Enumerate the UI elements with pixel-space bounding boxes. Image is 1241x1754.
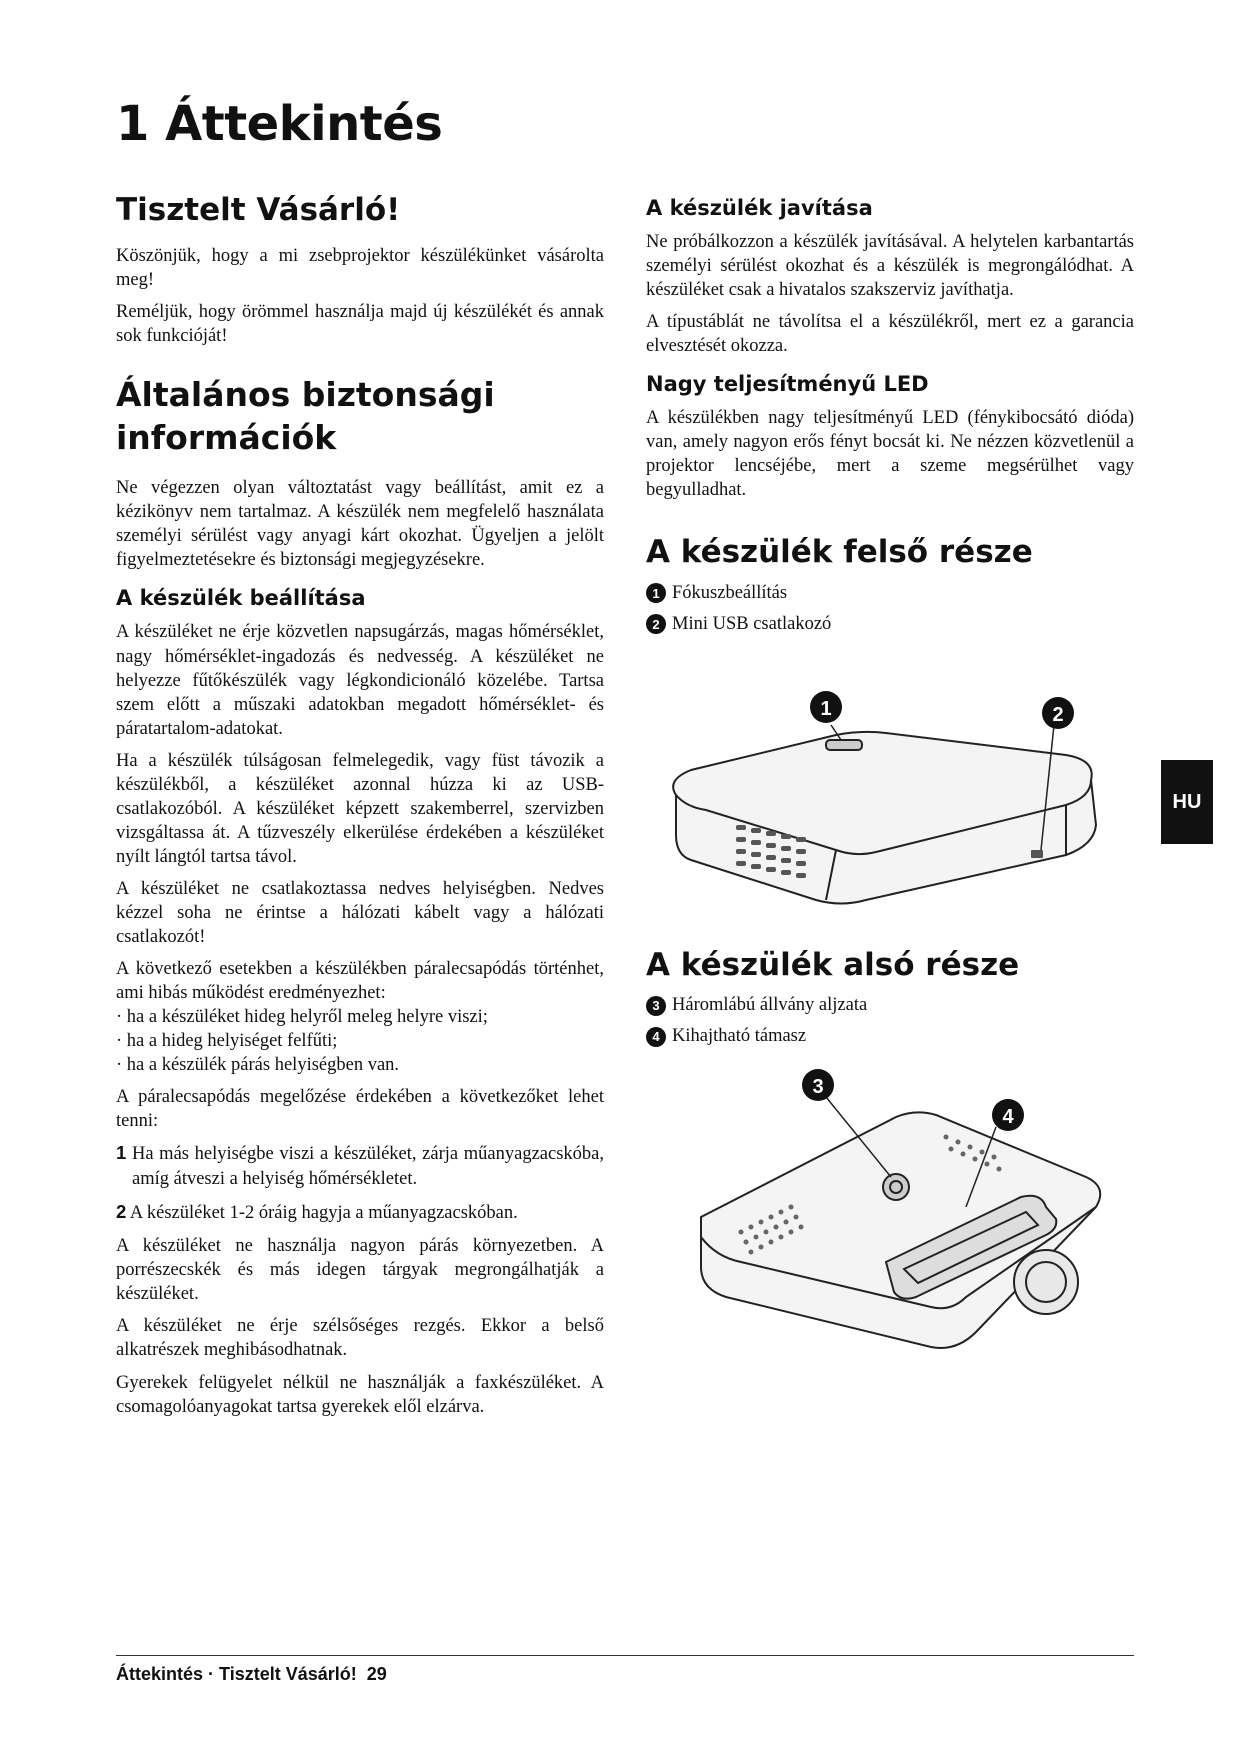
page-title: 1 Áttekintés xyxy=(116,96,443,152)
footer-divider xyxy=(116,1655,1134,1656)
setup-p2: Ha a készülék túlságosan felmelegedik, vagy füst távozik a készülékből, a készüléket azonnal húzza ki az USB-csatlakozóból. A készüléket képzett szakemberrel, szervizben vizsgáltassa át. A tűzveszély elkerülése érdekében a készüléket nyílt lángtól tartsa távol. xyxy=(116,750,604,867)
legend-item xyxy=(646,995,1134,1016)
page-number: 29 xyxy=(366,1664,387,1684)
setup-p1: A készüléket ne érje közvetlen napsugárzás, magas hőmérséklet, nagy hőmérséklet-ingadozás és nedvesség. A készüléket ne helyezze fűtőkészülék vagy légkondicionáló közelébe. Tartsa szem előtt a műszaki adatokban megadott hőmérséklet- és páratartalom-adatokat. xyxy=(116,622,604,739)
step-2 xyxy=(116,1200,604,1226)
step-1 xyxy=(116,1141,604,1192)
right-column xyxy=(646,190,1134,1377)
step-2-number: 2 xyxy=(116,1201,127,1223)
legend-item xyxy=(646,583,1134,604)
projector-bottom-illustration xyxy=(646,1057,1134,1377)
step-1-number: 1 xyxy=(116,1142,127,1164)
setup-p4: A következő esetekben a készülékben páralecsapódás történhet, ami hibás működést eredményezhet: xyxy=(116,959,604,1004)
callout-4: 4 xyxy=(1002,1106,1014,1129)
legend-label: Mini USB csatlakozó xyxy=(672,613,832,634)
legend-item xyxy=(646,614,1134,635)
legend-number: 4 xyxy=(646,1027,666,1047)
legend-number: 2 xyxy=(646,614,666,634)
left-column xyxy=(116,190,604,1427)
step-1-text: Ha más helyiségbe viszi a készüléket, zárja műanyagzacskóba, amíg átveszi a helyiség hőmérsékletet. xyxy=(131,1144,604,1190)
bottom-view-heading: A készülék alsó része xyxy=(646,946,1020,983)
dear-customer-heading: Tisztelt Vásárló! xyxy=(116,192,401,228)
legend-label: Fókuszbeállítás xyxy=(672,582,788,603)
safety-heading-line1: Általános biztonsági xyxy=(116,375,495,415)
setup-p8: Gyerekek felügyelet nélkül ne használják a faxkészüléket. A csomagolóanyagokat tartsa gyerekek elől elzárva. xyxy=(116,1372,604,1417)
dear-customer-p1: Köszönjük, hogy a mi zsebprojektor készülékünket vásárolta meg! xyxy=(116,246,604,291)
callout-3: 3 xyxy=(812,1076,824,1099)
repair-p2: A típustáblát ne távolítsa el a készülékről, mert ez a garancia elvesztését okozza. xyxy=(646,312,1134,357)
setup-p5: A páralecsapódás megelőzése érdekében a következőket lehet tenni: xyxy=(116,1087,604,1132)
setup-p3: A készüléket ne csatlakoztassa nedves helyiségben. Nedves kézzel soha ne érintse a hálózati kábelt vagy a hálózati csatlakozót! xyxy=(116,878,604,948)
setup-p7: A készüléket ne érje szélsőséges rezgés. Ekkor a belső alkatrészek meghibásodhatnak. xyxy=(116,1316,604,1361)
footer-subsection: Tisztelt Vásárló! xyxy=(219,1664,357,1684)
bullet-item: · ha a készülék párás helyiségben van. xyxy=(116,1055,400,1076)
bullet-item: · ha a hideg helyiséget felfűti; xyxy=(116,1031,338,1052)
top-view-heading: A készülék felső része xyxy=(646,534,1033,571)
setup-heading: A készülék beállítása xyxy=(116,586,366,611)
legend-item xyxy=(646,1026,1134,1047)
repair-p1: Ne próbálkozzon a készülék javításával. A helytelen karbantartás személyi sérülést okozhat és a készülék is megrongálódhat. A készüléket csak a hivatalos szakszerviz javíthatja. xyxy=(646,232,1134,301)
repair-heading: A készülék javítása xyxy=(646,196,873,220)
bullet-item: · ha a készüléket hideg helyről meleg helyre viszi; xyxy=(116,1007,488,1028)
legend-label: Kihajtható támasz xyxy=(672,1026,807,1047)
legend-label: Háromlábú állvány aljzata xyxy=(672,995,868,1016)
led-p1: A készülékben nagy teljesítményű LED (fénykibocsátó dióda) van, amely nagyon erős fényt bocsát ki. Ne nézzen közvetlenül a projektor lencséjébe, mert a szeme megsérülhet vagy begyulladhat. xyxy=(646,408,1134,501)
footer-section: Áttekintés xyxy=(116,1664,204,1684)
callout-1: 1 xyxy=(820,697,832,720)
language-tab: HU xyxy=(1161,760,1213,844)
legend-number: 3 xyxy=(646,996,666,1016)
step-2-text: A készüléket 1-2 óráig hagyja a műanyagzacskóban. xyxy=(129,1203,518,1224)
safety-heading xyxy=(116,374,604,460)
led-heading: Nagy teljesítményű LED xyxy=(646,372,929,397)
projector-top-illustration xyxy=(646,645,1134,925)
legend-number: 1 xyxy=(646,583,666,603)
page-footer xyxy=(116,1664,387,1685)
footer-separator: · xyxy=(203,1664,220,1684)
setup-p6: A készüléket ne használja nagyon párás környezetben. A porrészecskék és más idegen tárgyak megrongálhatják a készüléket. xyxy=(116,1236,604,1305)
safety-p1: Ne végezzen olyan változtatást vagy beállítást, amit ez a kézikönyv nem tartalmaz. A készülék nem megfelelő használata személyi sérülést vagy anyagi kárt okozhat. Ügyeljen a jelölt figyelmeztetésekre és biztonsági megjegyzésekre. xyxy=(116,478,604,571)
safety-heading-line2: információk xyxy=(116,418,337,458)
callout-2: 2 xyxy=(1052,703,1064,726)
dear-customer-p2: Reméljük, hogy örömmel használja majd új készülékét és annak sok funkcióját! xyxy=(116,302,604,347)
